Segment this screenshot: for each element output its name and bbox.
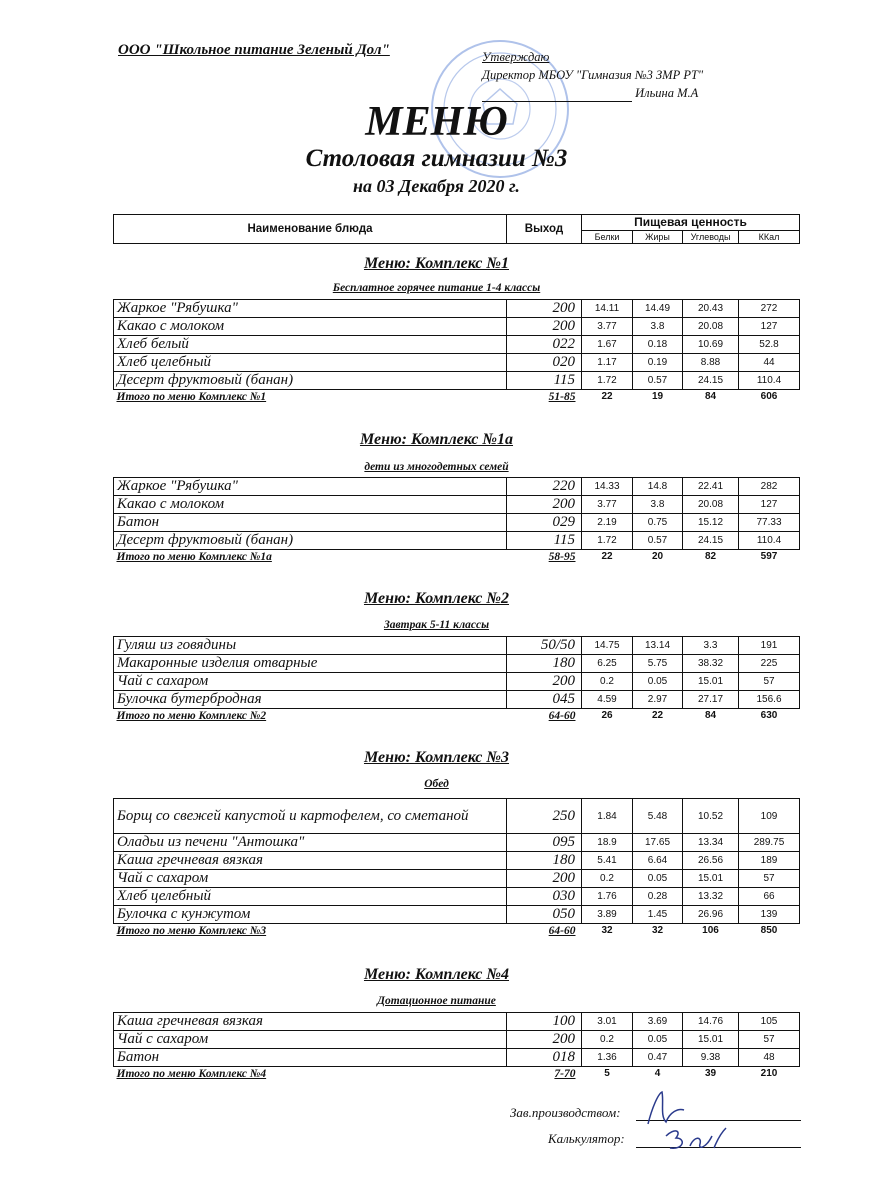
dish-proteins: 3.77: [582, 318, 633, 336]
menu-table: [113, 299, 800, 403]
dish-output: 200: [507, 318, 582, 336]
calculator-signature: [660, 1118, 730, 1158]
dish-fats: 0.75: [633, 514, 683, 532]
total-proteins: 26: [601, 710, 613, 721]
dish-proteins: 1.76: [582, 888, 633, 906]
dish-proteins: 5.41: [582, 852, 633, 870]
header-proteins: Белки: [582, 230, 633, 243]
dish-output: 200: [507, 1031, 582, 1049]
dish-kcal: 127: [739, 496, 800, 514]
dish-kcal: 57: [739, 870, 800, 888]
total-kcal: 606: [760, 391, 778, 402]
dish-carbs: 38.32: [683, 655, 739, 673]
dish-fats: 14.8: [633, 478, 683, 496]
dish-output: 030: [507, 888, 582, 906]
company-name: ООО "Школьное питание Зеленый Дол": [118, 42, 390, 58]
dish-name: Десерт фруктовый (банан): [114, 372, 507, 390]
dish-fats: 6.64: [633, 852, 683, 870]
dish-name: Хлеб белый: [114, 336, 507, 354]
dish-name: Чай с сахаром: [114, 1031, 507, 1049]
dish-name: Какао с молоком: [114, 318, 507, 336]
dish-carbs: 20.43: [683, 300, 739, 318]
total-row: [114, 709, 800, 723]
total-row: [114, 550, 800, 564]
dish-output: 095: [507, 834, 582, 852]
director-title: Директор МБОУ "Гимназия №3 ЗМР РТ": [482, 68, 704, 82]
dish-proteins: 1.72: [582, 532, 633, 550]
dish-row: [114, 655, 800, 673]
menu-subtitle: Обед: [424, 778, 449, 790]
total-proteins: 32: [601, 925, 613, 936]
menu-date: на 03 Декабря 2020 г.: [353, 176, 520, 196]
dish-output: 50/50: [507, 637, 582, 655]
header-carbs: Углеводы: [683, 230, 739, 243]
dish-fats: 0.57: [633, 532, 683, 550]
dish-kcal: 225: [739, 655, 800, 673]
dish-row: [114, 1013, 800, 1031]
total-carbs: 39: [704, 1068, 717, 1079]
total-label: Итого по меню Комплекс №4: [116, 1067, 267, 1080]
total-carbs: 82: [704, 551, 717, 562]
dish-name: Булочка с кунжутом: [114, 906, 507, 924]
total-label: Итого по меню Комплекс №3: [116, 924, 267, 937]
dish-name: Каша гречневая вязкая: [114, 852, 507, 870]
dish-output: 200: [507, 496, 582, 514]
total-kcal: 630: [760, 710, 778, 721]
director-name: Ильина М.А: [635, 86, 699, 100]
dish-output: 050: [507, 906, 582, 924]
menu-title: Меню: Комплекс №4: [363, 966, 510, 983]
dish-row: [114, 336, 800, 354]
dish-proteins: 14.75: [582, 637, 633, 655]
dish-name: Каша гречневая вязкая: [114, 1013, 507, 1031]
dish-fats: 3.8: [633, 318, 683, 336]
dish-name: Батон: [114, 514, 507, 532]
total-price: 58-95: [548, 550, 576, 563]
dish-row: [114, 691, 800, 709]
header-dish-name: Наименование блюда: [114, 215, 507, 244]
dish-proteins: 3.89: [582, 906, 633, 924]
dish-name: Батон: [114, 1049, 507, 1067]
dish-kcal: 139: [739, 906, 800, 924]
dish-name: Чай с сахаром: [114, 673, 507, 691]
dish-kcal: 110.4: [739, 372, 800, 390]
dish-fats: 13.14: [633, 637, 683, 655]
header-nutrition: Пищевая ценность: [582, 215, 800, 231]
total-fats: 32: [651, 925, 664, 936]
dish-output: 220: [507, 478, 582, 496]
menu-subtitle: Завтрак 5-11 классы: [383, 619, 490, 631]
menu-subtitle: дети из многодетных семей: [364, 461, 509, 473]
dish-output: 100: [507, 1013, 582, 1031]
dish-row: [114, 637, 800, 655]
dish-row: [114, 906, 800, 924]
dish-name: Жаркое "Рябушка": [114, 300, 507, 318]
dish-name: Борщ со свежей капустой и картофелем, со сметаной: [114, 799, 507, 834]
menu-title: Меню: Комплекс №1а: [359, 431, 514, 448]
total-carbs: 106: [702, 925, 719, 936]
dish-fats: 0.28: [633, 888, 683, 906]
menu-title: Меню: Комплекс №2: [363, 590, 510, 607]
menu-table: [113, 1012, 800, 1080]
dish-row: [114, 496, 800, 514]
total-row: [114, 1067, 800, 1081]
dish-output: 045: [507, 691, 582, 709]
dish-kcal: 282: [739, 478, 800, 496]
dish-fats: 2.97: [633, 691, 683, 709]
dish-row: [114, 514, 800, 532]
dish-proteins: 0.2: [582, 1031, 633, 1049]
dish-proteins: 1.17: [582, 354, 633, 372]
total-carbs: 84: [704, 391, 717, 402]
total-proteins: 22: [601, 551, 613, 562]
dish-kcal: 44: [739, 354, 800, 372]
total-fats: 22: [651, 710, 664, 721]
dish-name: Десерт фруктовый (банан): [114, 532, 507, 550]
dish-output: 200: [507, 673, 582, 691]
dish-proteins: 1.36: [582, 1049, 633, 1067]
total-kcal: 597: [760, 551, 778, 562]
dish-carbs: 10.69: [683, 336, 739, 354]
dish-proteins: 4.59: [582, 691, 633, 709]
approve-word: Утверждаю: [482, 50, 550, 64]
total-proteins: 22: [601, 391, 613, 402]
dish-kcal: 66: [739, 888, 800, 906]
menu-table: [113, 798, 800, 937]
dish-output: 180: [507, 655, 582, 673]
total-row: [114, 924, 800, 938]
dish-output: 200: [507, 870, 582, 888]
dish-carbs: 9.38: [683, 1049, 739, 1067]
total-fats: 4: [654, 1068, 661, 1079]
dish-name: Хлеб целебный: [114, 888, 507, 906]
total-kcal: 210: [760, 1068, 778, 1079]
dish-carbs: 15.01: [683, 1031, 739, 1049]
dish-kcal: 127: [739, 318, 800, 336]
dish-proteins: 1.72: [582, 372, 633, 390]
dish-kcal: 109: [739, 799, 800, 834]
dish-row: [114, 870, 800, 888]
dish-carbs: 24.15: [683, 532, 739, 550]
dish-carbs: 8.88: [683, 354, 739, 372]
dish-output: 020: [507, 354, 582, 372]
dish-carbs: 13.34: [683, 834, 739, 852]
dish-row: [114, 478, 800, 496]
menu-title: Меню: Комплекс №1: [363, 255, 510, 272]
total-fats: 20: [651, 551, 664, 562]
dish-output: 180: [507, 852, 582, 870]
dish-carbs: 15.01: [683, 870, 739, 888]
dish-kcal: 272: [739, 300, 800, 318]
total-kcal: 850: [760, 925, 778, 936]
header-output: Выход: [507, 215, 582, 244]
total-fats: 19: [651, 391, 664, 402]
dish-carbs: 13.32: [683, 888, 739, 906]
dish-proteins: 0.2: [582, 870, 633, 888]
dish-fats: 3.69: [633, 1013, 683, 1031]
dish-kcal: 77.33: [739, 514, 800, 532]
calculator-label: Калькулятор:: [548, 1131, 625, 1146]
dish-kcal: 110.4: [739, 532, 800, 550]
dish-carbs: 14.76: [683, 1013, 739, 1031]
dish-name: Макаронные изделия отварные: [114, 655, 507, 673]
dish-fats: 0.57: [633, 372, 683, 390]
dish-fats: 0.05: [633, 673, 683, 691]
dish-name: Оладьи из печени "Антошка": [114, 834, 507, 852]
dish-row: [114, 1031, 800, 1049]
dish-carbs: 15.12: [683, 514, 739, 532]
dish-output: 022: [507, 336, 582, 354]
dish-row: [114, 532, 800, 550]
dish-proteins: 0.2: [582, 673, 633, 691]
dish-kcal: 52.8: [739, 336, 800, 354]
page-title: МЕНЮ: [365, 99, 508, 145]
dish-name: Какао с молоком: [114, 496, 507, 514]
dish-carbs: 15.01: [683, 673, 739, 691]
total-label: Итого по меню Комплекс №1а: [116, 550, 272, 563]
total-proteins: 5: [604, 1068, 610, 1079]
dish-carbs: 3.3: [683, 637, 739, 655]
menu-table: [113, 477, 800, 563]
dish-carbs: 27.17: [683, 691, 739, 709]
column-header: [113, 214, 800, 244]
dish-name: Жаркое "Рябушка": [114, 478, 507, 496]
total-row: [114, 390, 800, 404]
dish-fats: 0.19: [633, 354, 683, 372]
dish-output: 115: [507, 372, 582, 390]
dish-fats: 0.05: [633, 870, 683, 888]
total-carbs: 84: [704, 710, 717, 721]
dish-carbs: 24.15: [683, 372, 739, 390]
dish-proteins: 3.01: [582, 1013, 633, 1031]
menu-subtitle: Дотационное питание: [377, 995, 496, 1007]
dish-fats: 0.47: [633, 1049, 683, 1067]
dish-name: Булочка бутербродная: [114, 691, 507, 709]
dish-carbs: 10.52: [683, 799, 739, 834]
dish-carbs: 20.08: [683, 318, 739, 336]
dish-name: Гуляш из говядины: [114, 637, 507, 655]
total-price: 51-85: [548, 390, 576, 403]
total-label: Итого по меню Комплекс №1: [116, 390, 267, 403]
dish-fats: 0.18: [633, 336, 683, 354]
dish-name: Хлеб целебный: [114, 354, 507, 372]
dish-kcal: 57: [739, 673, 800, 691]
dish-kcal: 191: [739, 637, 800, 655]
dish-row: [114, 799, 800, 834]
dish-row: [114, 834, 800, 852]
page-subtitle: Столовая гимназии №3: [305, 145, 568, 172]
dish-kcal: 289.75: [739, 834, 800, 852]
dish-kcal: 48: [739, 1049, 800, 1067]
dish-row: [114, 888, 800, 906]
menu-title: Меню: Комплекс №3: [363, 749, 510, 766]
dish-proteins: 6.25: [582, 655, 633, 673]
dish-row: [114, 354, 800, 372]
dish-proteins: 2.19: [582, 514, 633, 532]
dish-proteins: 14.11: [582, 300, 633, 318]
dish-row: [114, 372, 800, 390]
dish-output: 250: [507, 799, 582, 834]
dish-row: [114, 1049, 800, 1067]
header-kcal: ККал: [739, 230, 800, 243]
dish-name: Чай с сахаром: [114, 870, 507, 888]
dish-carbs: 20.08: [683, 496, 739, 514]
dish-output: 029: [507, 514, 582, 532]
production-head-label: Зав.производством:: [510, 1105, 621, 1120]
dish-carbs: 22.41: [683, 478, 739, 496]
dish-proteins: 18.9: [582, 834, 633, 852]
dish-output: 115: [507, 532, 582, 550]
dish-kcal: 156.6: [739, 691, 800, 709]
dish-proteins: 14.33: [582, 478, 633, 496]
dish-output: 200: [507, 300, 582, 318]
header-fats: Жиры: [633, 230, 683, 243]
dish-fats: 0.05: [633, 1031, 683, 1049]
dish-proteins: 1.84: [582, 799, 633, 834]
dish-kcal: 105: [739, 1013, 800, 1031]
dish-fats: 17.65: [633, 834, 683, 852]
dish-fats: 5.48: [633, 799, 683, 834]
dish-row: [114, 852, 800, 870]
dish-fats: 5.75: [633, 655, 683, 673]
dish-carbs: 26.96: [683, 906, 739, 924]
dish-fats: 1.45: [633, 906, 683, 924]
dish-fats: 14.49: [633, 300, 683, 318]
dish-output: 018: [507, 1049, 582, 1067]
total-label: Итого по меню Комплекс №2: [116, 709, 267, 722]
total-price: 64-60: [548, 709, 576, 722]
dish-carbs: 26.56: [683, 852, 739, 870]
menu-table: [113, 636, 800, 722]
total-price: 7-70: [554, 1067, 576, 1080]
total-price: 64-60: [548, 924, 576, 937]
dish-row: [114, 318, 800, 336]
menu-subtitle: Бесплатное горячее питание 1-4 классы: [332, 282, 541, 294]
dish-proteins: 3.77: [582, 496, 633, 514]
dish-kcal: 189: [739, 852, 800, 870]
dish-kcal: 57: [739, 1031, 800, 1049]
dish-fats: 3.8: [633, 496, 683, 514]
dish-proteins: 1.67: [582, 336, 633, 354]
dish-row: [114, 673, 800, 691]
dish-row: [114, 300, 800, 318]
approval-block: [482, 48, 703, 102]
